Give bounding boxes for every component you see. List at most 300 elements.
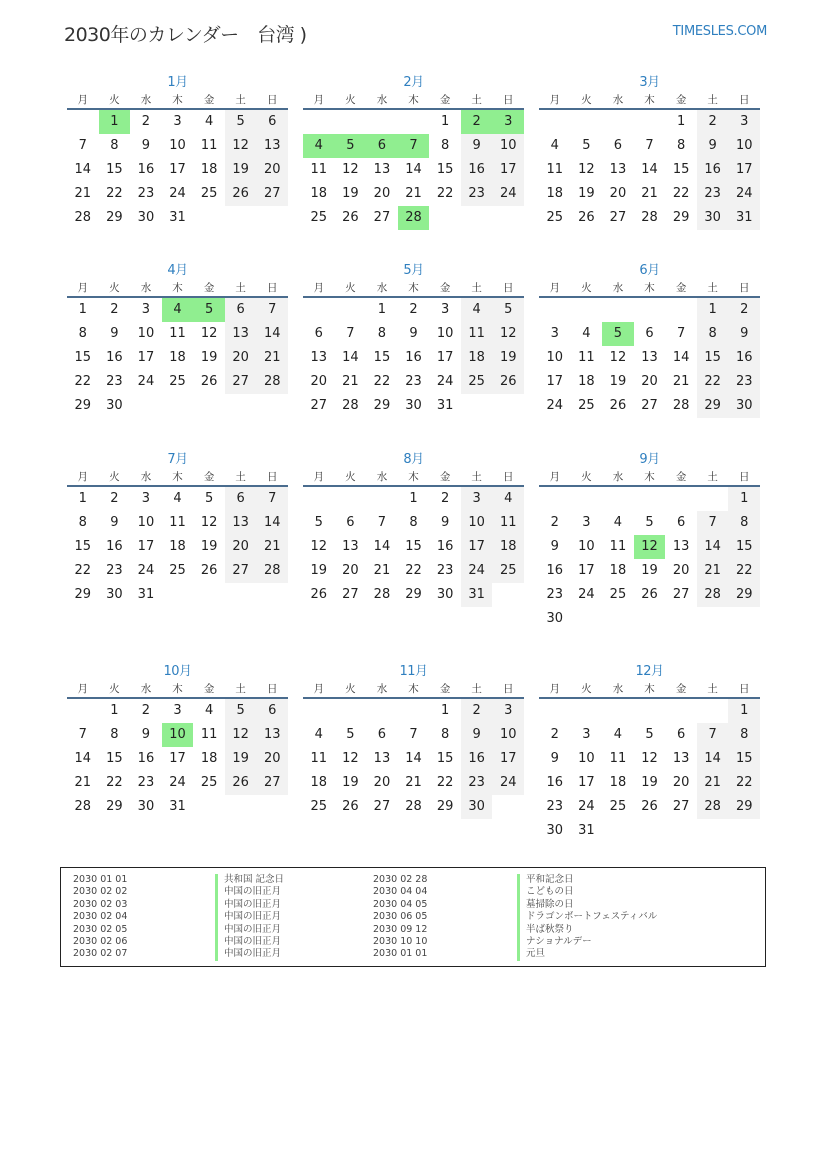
week-row <box>539 182 760 206</box>
weekday-label: 日 <box>267 94 278 106</box>
weekday-header <box>303 469 524 487</box>
weekday-header <box>67 280 288 298</box>
day-cell: 29 <box>74 398 92 413</box>
day-cell: 6 <box>366 134 398 158</box>
day-cell: 26 <box>641 799 658 814</box>
empty-day-cell <box>665 699 697 723</box>
empty-day-cell <box>697 819 729 843</box>
day-cell: 29 <box>74 587 92 602</box>
day-cell: 7 <box>377 515 387 530</box>
day-cell: 7 <box>78 138 87 153</box>
weekday-header <box>67 92 288 110</box>
day-cell: 11 <box>310 162 328 177</box>
day-cell: 11 <box>461 322 493 346</box>
month-name: 11月 <box>399 664 428 679</box>
week-row <box>303 110 524 134</box>
day-cell: 10 <box>169 138 186 153</box>
day-cell: 25 <box>200 186 218 201</box>
day-cell: 4 <box>582 326 591 341</box>
day-cell: 4 <box>461 298 493 322</box>
weekday-label: 土 <box>707 94 718 106</box>
week-row <box>539 322 760 346</box>
day-cell: 22 <box>106 186 123 201</box>
day-cell: 2 <box>461 699 493 723</box>
day-cell: 14 <box>256 322 288 346</box>
day-cell: 29 <box>728 583 760 607</box>
day-cell: 4 <box>613 515 623 530</box>
day-cell: 1 <box>676 114 686 129</box>
weekday-label: 木 <box>408 94 419 106</box>
week-row <box>539 511 760 535</box>
day-cell: 14 <box>74 162 92 177</box>
day-cell: 27 <box>373 210 391 225</box>
day-cell: 11 <box>169 515 186 530</box>
day-cell: 27 <box>225 370 257 394</box>
empty-day-cell <box>634 819 666 843</box>
weekday-header <box>539 280 760 298</box>
day-cell: 3 <box>582 515 591 530</box>
day-cell: 1 <box>78 491 87 506</box>
empty-day-cell <box>303 298 335 322</box>
day-cell: 27 <box>609 210 627 225</box>
day-cell: 24 <box>169 186 186 201</box>
day-cell: 29 <box>106 210 123 225</box>
week-row <box>67 583 288 607</box>
day-cell: 19 <box>578 186 595 201</box>
day-cell: 27 <box>256 771 288 795</box>
weekday-label: 日 <box>503 471 514 483</box>
empty-day-cell <box>539 487 571 511</box>
day-cell: 3 <box>141 302 151 317</box>
day-cell: 29 <box>373 398 391 413</box>
day-cell: 8 <box>78 326 87 341</box>
day-cell: 3 <box>173 703 182 718</box>
day-cell: 7 <box>697 723 729 747</box>
empty-day-cell <box>728 607 760 631</box>
weekday-label: 日 <box>739 683 750 695</box>
day-cell: 8 <box>440 727 450 742</box>
day-cell: 16 <box>461 158 493 182</box>
day-cell: 5 <box>193 298 225 322</box>
day-cell: 9 <box>697 134 729 158</box>
empty-day-cell <box>429 206 461 230</box>
week-row <box>67 487 288 511</box>
week-row <box>539 795 760 819</box>
day-cell: 2 <box>141 703 151 718</box>
week-row <box>67 747 288 771</box>
day-cell: 7 <box>256 298 288 322</box>
week-row <box>303 182 524 206</box>
week-row <box>303 394 524 418</box>
empty-day-cell <box>225 583 257 607</box>
day-cell: 19 <box>641 563 658 578</box>
month-name: 1月 <box>167 75 188 90</box>
week-row <box>303 511 524 535</box>
day-cell: 23 <box>405 374 422 389</box>
holiday-list <box>60 867 766 967</box>
day-cell: 23 <box>546 587 564 602</box>
day-cell: 28 <box>405 799 422 814</box>
day-cell: 1 <box>99 110 131 134</box>
day-cell: 11 <box>169 326 186 341</box>
day-cell: 20 <box>310 374 328 389</box>
weekday-label: 月 <box>313 683 325 695</box>
day-cell: 3 <box>461 487 493 511</box>
day-cell: 19 <box>609 374 627 389</box>
day-cell: 13 <box>256 723 288 747</box>
day-cell: 6 <box>225 487 257 511</box>
day-cell: 9 <box>550 539 559 554</box>
month-name: 8月 <box>403 452 424 467</box>
weekday-label: 月 <box>77 94 89 106</box>
day-cell: 15 <box>728 535 760 559</box>
day-cell: 24 <box>436 374 454 389</box>
day-cell: 23 <box>728 370 760 394</box>
day-cell: 13 <box>373 751 391 766</box>
weekday-label: 水 <box>140 94 152 106</box>
empty-day-cell <box>634 487 666 511</box>
empty-day-cell <box>492 583 524 607</box>
week-row <box>67 559 288 583</box>
weekday-label: 金 <box>203 471 215 483</box>
day-cell: 2 <box>728 298 760 322</box>
day-cell: 20 <box>609 186 627 201</box>
day-cell: 24 <box>137 563 155 578</box>
day-cell: 11 <box>200 138 218 153</box>
day-cell: 8 <box>676 138 686 153</box>
day-cell: 2 <box>461 110 493 134</box>
site-logo-text[interactable]: TIMESLES.COM <box>672 24 767 39</box>
holiday-date: 2030 01 01 <box>373 948 428 960</box>
empty-day-cell <box>225 394 257 418</box>
day-cell: 23 <box>137 775 155 790</box>
empty-day-cell <box>728 819 760 843</box>
day-cell: 25 <box>200 775 218 790</box>
holiday-name: 中国の旧正月 <box>215 936 284 948</box>
day-cell: 17 <box>578 563 595 578</box>
day-cell: 6 <box>645 326 654 341</box>
empty-day-cell <box>225 206 257 230</box>
day-cell: 10 <box>137 326 155 341</box>
day-cell: 12 <box>310 539 328 554</box>
day-cell: 4 <box>314 727 323 742</box>
weekday-label: 木 <box>172 471 183 483</box>
day-cell: 4 <box>173 491 182 506</box>
day-cell: 11 <box>310 751 328 766</box>
day-cell: 15 <box>672 162 690 177</box>
week-row <box>67 322 288 346</box>
empty-day-cell <box>256 795 288 819</box>
day-cell: 19 <box>200 539 218 554</box>
holiday-names-col-2 <box>517 874 657 961</box>
day-cell: 1 <box>409 491 418 506</box>
day-cell: 18 <box>200 751 218 766</box>
weekday-label: 金 <box>203 683 215 695</box>
day-cell: 13 <box>641 350 658 365</box>
week-row <box>539 583 760 607</box>
holiday-name: 中国の旧正月 <box>215 886 284 898</box>
weekday-label: 土 <box>471 282 482 294</box>
weekday-label: 金 <box>439 282 451 294</box>
day-cell: 18 <box>461 346 493 370</box>
empty-day-cell <box>602 110 634 134</box>
day-cell: 4 <box>613 727 623 742</box>
day-cell: 22 <box>106 775 123 790</box>
month-name: 2月 <box>403 75 424 90</box>
empty-day-cell <box>366 110 398 134</box>
day-cell: 24 <box>461 559 493 583</box>
weekday-label: 金 <box>203 282 215 294</box>
weekday-label: 日 <box>503 683 514 695</box>
empty-day-cell <box>366 487 398 511</box>
day-cell: 13 <box>672 751 690 766</box>
day-cell: 25 <box>310 210 328 225</box>
weekday-label: 木 <box>644 282 655 294</box>
day-cell: 14 <box>342 350 359 365</box>
day-cell: 24 <box>169 775 186 790</box>
holiday-name: 中国の旧正月 <box>215 911 284 923</box>
day-cell: 4 <box>204 114 214 129</box>
day-cell: 12 <box>342 751 359 766</box>
day-cell: 12 <box>492 322 524 346</box>
month-block <box>539 74 760 230</box>
day-cell: 28 <box>373 587 391 602</box>
empty-day-cell <box>492 206 524 230</box>
day-cell: 8 <box>78 515 87 530</box>
day-cell: 30 <box>436 587 454 602</box>
day-cell: 17 <box>137 539 155 554</box>
month-name: 3月 <box>639 75 660 90</box>
week-row <box>303 346 524 370</box>
day-cell: 20 <box>342 563 359 578</box>
empty-day-cell <box>571 487 603 511</box>
weekday-label: 水 <box>612 282 624 294</box>
day-cell: 10 <box>492 723 524 747</box>
day-cell: 5 <box>582 138 591 153</box>
day-cell: 11 <box>578 350 595 365</box>
day-cell: 20 <box>256 158 288 182</box>
day-cell: 12 <box>200 515 218 530</box>
empty-day-cell <box>461 206 493 230</box>
day-cell: 26 <box>578 210 595 225</box>
weekday-label: 火 <box>109 94 120 106</box>
week-row <box>303 206 524 230</box>
day-cell: 17 <box>137 350 155 365</box>
day-cell: 26 <box>641 587 658 602</box>
day-cell: 27 <box>310 398 328 413</box>
holiday-name: ドラゴンボートフェスティバル <box>517 911 657 923</box>
day-cell: 27 <box>641 398 658 413</box>
day-cell: 1 <box>110 703 119 718</box>
month-block <box>303 74 524 230</box>
day-cell: 30 <box>461 795 493 819</box>
day-cell: 13 <box>342 539 359 554</box>
day-cell: 27 <box>225 559 257 583</box>
day-cell: 14 <box>641 162 658 177</box>
empty-day-cell <box>634 298 666 322</box>
weekday-label: 土 <box>471 471 482 483</box>
day-cell: 27 <box>342 587 359 602</box>
day-cell: 17 <box>492 158 524 182</box>
day-cell: 21 <box>697 559 729 583</box>
weekday-label: 月 <box>77 471 89 483</box>
day-cell: 25 <box>169 563 186 578</box>
day-cell: 19 <box>342 186 359 201</box>
week-row <box>67 511 288 535</box>
day-cell: 18 <box>200 162 218 177</box>
day-cell: 1 <box>697 298 729 322</box>
day-cell: 12 <box>641 751 658 766</box>
weekday-label: 金 <box>439 94 451 106</box>
empty-day-cell <box>697 607 729 631</box>
day-cell: 23 <box>137 186 155 201</box>
day-cell: 5 <box>225 110 257 134</box>
weekday-label: 金 <box>439 471 451 483</box>
day-cell: 28 <box>697 583 729 607</box>
day-cell: 31 <box>436 398 454 413</box>
holiday-date: 2030 02 06 <box>73 935 128 947</box>
empty-day-cell <box>697 487 729 511</box>
day-cell: 31 <box>578 823 595 838</box>
day-cell: 21 <box>256 535 288 559</box>
weekday-label: 火 <box>581 94 592 106</box>
day-cell: 23 <box>697 182 729 206</box>
weekday-label: 金 <box>675 471 687 483</box>
day-cell: 1 <box>440 703 450 718</box>
holiday-date: 2030 02 04 <box>73 911 128 923</box>
day-cell: 22 <box>728 771 760 795</box>
day-cell: 7 <box>645 138 654 153</box>
weekday-label: 土 <box>707 471 718 483</box>
empty-day-cell <box>256 206 288 230</box>
weekday-label: 木 <box>172 94 183 106</box>
empty-day-cell <box>193 394 225 418</box>
day-cell: 22 <box>436 186 454 201</box>
empty-day-cell <box>492 795 524 819</box>
day-cell: 15 <box>697 346 729 370</box>
weekday-label: 土 <box>707 683 718 695</box>
holiday-name: 中国の旧正月 <box>215 948 284 960</box>
week-row <box>539 370 760 394</box>
day-cell: 3 <box>550 326 559 341</box>
day-cell: 15 <box>436 751 454 766</box>
day-cell: 6 <box>377 727 387 742</box>
week-row <box>67 370 288 394</box>
day-cell: 3 <box>492 699 524 723</box>
day-cell: 24 <box>578 587 595 602</box>
week-row <box>539 723 760 747</box>
weekday-label: 金 <box>203 94 215 106</box>
day-cell: 27 <box>256 182 288 206</box>
week-row <box>67 535 288 559</box>
day-cell: 4 <box>303 134 335 158</box>
day-cell: 5 <box>645 515 654 530</box>
day-cell: 22 <box>728 559 760 583</box>
weekday-label: 日 <box>267 683 278 695</box>
day-cell: 2 <box>440 491 450 506</box>
day-cell: 1 <box>78 302 87 317</box>
day-cell: 15 <box>436 162 454 177</box>
day-cell: 10 <box>578 539 595 554</box>
week-row <box>539 298 760 322</box>
day-cell: 5 <box>602 322 634 346</box>
day-cell: 22 <box>74 374 92 389</box>
day-cell: 28 <box>74 799 92 814</box>
month-name: 10月 <box>163 664 192 679</box>
day-cell: 12 <box>225 723 257 747</box>
day-cell: 26 <box>492 370 524 394</box>
week-row <box>539 394 760 418</box>
weekday-label: 水 <box>376 683 388 695</box>
weekday-label: 月 <box>77 282 89 294</box>
holiday-date: 2030 06 05 <box>373 911 428 923</box>
day-cell: 16 <box>697 158 729 182</box>
holiday-dates-col-2 <box>373 874 427 961</box>
week-row <box>303 487 524 511</box>
day-cell: 26 <box>200 374 218 389</box>
holiday-name: 中国の旧正月 <box>215 924 284 936</box>
month-name: 4月 <box>167 263 188 278</box>
empty-day-cell <box>162 394 194 418</box>
day-cell: 18 <box>169 350 186 365</box>
day-cell: 19 <box>310 563 328 578</box>
day-cell: 17 <box>546 374 564 389</box>
week-row <box>67 723 288 747</box>
empty-day-cell <box>67 110 99 134</box>
week-row <box>539 607 760 631</box>
week-row <box>539 158 760 182</box>
day-cell: 30 <box>137 799 155 814</box>
day-cell: 21 <box>74 775 92 790</box>
day-cell: 20 <box>256 747 288 771</box>
day-cell: 6 <box>314 326 323 341</box>
weekday-label: 日 <box>503 282 514 294</box>
empty-day-cell <box>193 583 225 607</box>
week-row <box>67 699 288 723</box>
day-cell: 18 <box>546 186 564 201</box>
day-cell: 13 <box>609 162 627 177</box>
weekday-label: 日 <box>503 94 514 106</box>
day-cell: 9 <box>728 322 760 346</box>
weekday-label: 水 <box>140 282 152 294</box>
day-cell: 14 <box>697 535 729 559</box>
weekday-label: 月 <box>77 683 89 695</box>
day-cell: 27 <box>672 799 690 814</box>
day-cell: 30 <box>106 587 123 602</box>
day-cell: 24 <box>492 182 524 206</box>
day-cell: 13 <box>672 539 690 554</box>
holiday-name: 共和国 記念日 <box>215 874 284 886</box>
empty-day-cell <box>67 699 99 723</box>
day-cell: 6 <box>613 138 623 153</box>
empty-day-cell <box>335 110 367 134</box>
day-cell: 23 <box>106 374 123 389</box>
empty-day-cell <box>571 110 603 134</box>
day-cell: 21 <box>342 374 359 389</box>
day-cell: 5 <box>204 491 214 506</box>
empty-day-cell <box>539 298 571 322</box>
day-cell: 6 <box>346 515 355 530</box>
empty-day-cell <box>303 487 335 511</box>
week-row <box>67 206 288 230</box>
day-cell: 26 <box>225 182 257 206</box>
month-name: 12月 <box>635 664 664 679</box>
day-cell: 19 <box>225 747 257 771</box>
day-cell: 10 <box>461 511 493 535</box>
day-cell: 2 <box>550 515 559 530</box>
day-cell: 18 <box>492 535 524 559</box>
day-cell: 15 <box>373 350 391 365</box>
